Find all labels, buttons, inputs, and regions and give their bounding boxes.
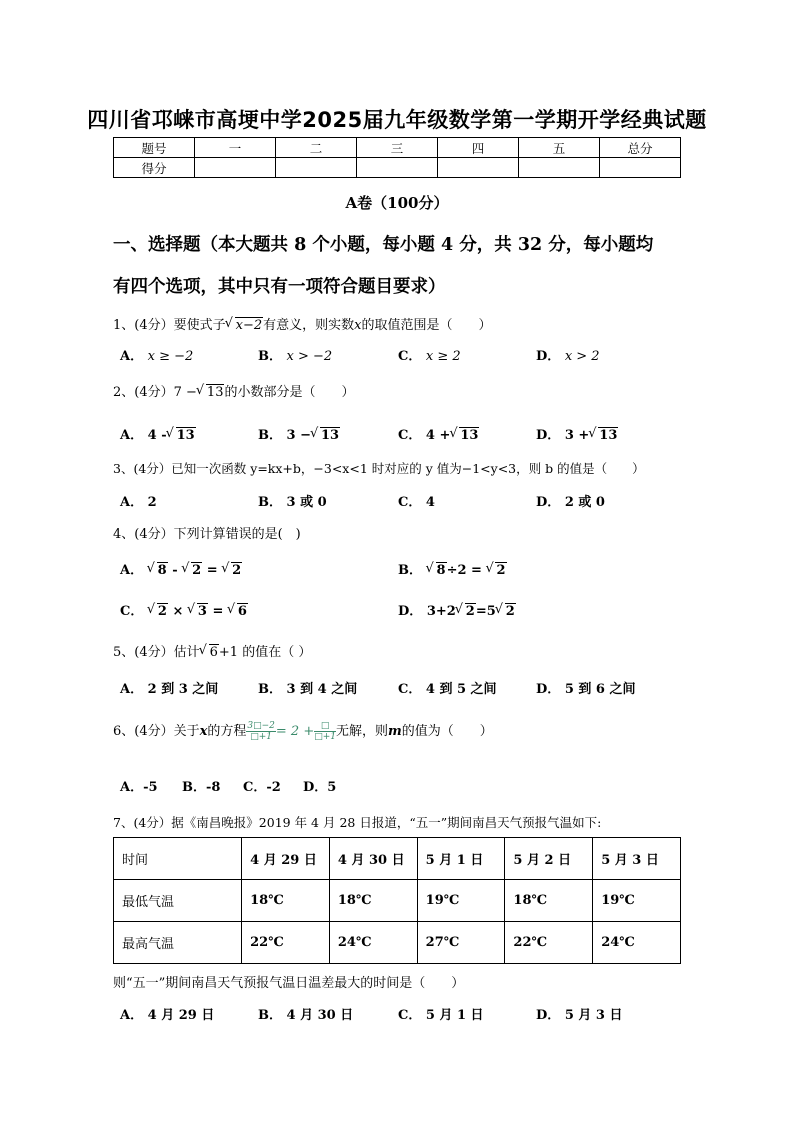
option-label: A． [120,495,144,510]
score-cell[interactable] [519,158,600,178]
sqrt-symbol [486,563,506,578]
q6-tail: 的值为（ ） [401,724,493,739]
question-2 [113,381,354,400]
sqrt-symbol [226,318,264,333]
part1-heading-line1: 一、选择题（本大题共 8 个小题，每小题 4 分，共 32 分，每小题均 [113,235,654,255]
sqrt-symbol [496,604,516,619]
table-cell: 24℃ [329,922,417,964]
sqrt-symbol [427,563,447,578]
option-text: 2 到 3 之间 [147,682,219,697]
option-label: B． [258,1008,282,1023]
q6-var2: m [388,724,402,739]
question-6 [113,720,493,742]
page-title: 四川省邛崃市高埂中学2025届九年级数学第一学期开学经典试题 [87,108,707,132]
option-radicand: 13 [176,428,195,443]
q2-option-d[interactable] [536,424,618,443]
score-table [113,137,681,178]
q2-prefix: 2、(4分）7 − [113,385,197,400]
option-text: 2 [147,495,157,510]
question-7: 7、(4分）据《南昌晚报》2019 年 4 月 28 日报道，“五一”期间南昌天气预报气温如下: [113,815,602,830]
table-header-cell: 5 月 2 日 [505,838,593,880]
q3-option-b[interactable] [258,491,327,510]
option-label: A． [120,349,144,364]
option-text: - [167,563,183,578]
q2-tail: 的小数部分是（ ） [224,385,355,400]
q7-option-a[interactable] [120,1004,214,1023]
frac-denominator: □+1 [314,732,337,742]
score-header-cell: 总分 [600,138,681,158]
option-text: -8 [206,780,221,795]
sqrt-symbol [450,428,479,443]
sqrt-symbol [589,428,618,443]
section-a-title: A卷（100分） [345,194,449,212]
option-text: 5 到 6 之间 [564,682,636,697]
option-label: C． [243,780,267,795]
q5-tail: +1 的值在（ ） [218,645,312,660]
q7-option-c[interactable] [398,1004,484,1023]
option-text: 3 或 0 [286,495,327,510]
option-label: D． [536,1008,561,1023]
temperature-table [113,837,681,964]
option-text: 4 + [425,428,451,443]
table-cell: 最高气温 [114,922,242,964]
table-cell: 22℃ [242,922,330,964]
option-radicand: 2 [232,563,242,578]
q4-option-a[interactable] [120,559,242,578]
option-text: 5 月 3 日 [564,1008,623,1023]
table-header-cell: 4 月 30 日 [329,838,417,880]
q1-prefix: 1、(4分）要使式子 [113,318,226,333]
option-label: B． [258,682,282,697]
q4-option-c[interactable] [120,600,248,619]
option-radicand: 3 [197,604,207,619]
score-cell[interactable] [195,158,276,178]
sqrt-symbol [222,563,242,578]
sqrt-symbol [456,604,476,619]
q3-option-d[interactable] [536,491,605,510]
table-row [114,880,681,922]
score-header-cell: 一 [195,138,276,158]
score-table-score-row [114,158,681,178]
table-header-cell: 5 月 3 日 [593,838,681,880]
score-cell[interactable] [276,158,357,178]
q1-suffix: 有意义，则实数 [263,318,355,333]
option-label: C． [398,495,422,510]
sqrt-symbol [188,604,208,619]
q2-option-b[interactable] [258,424,340,443]
table-cell: 18℃ [242,880,330,922]
option-radicand: 8 [436,563,446,578]
score-cell[interactable] [357,158,438,178]
q5-option-c[interactable] [398,678,497,697]
q5-option-b[interactable] [258,678,357,697]
q1-option-a[interactable] [120,345,193,364]
option-radicand: 2 [496,563,506,578]
q6-after: 无解，则 [336,724,389,739]
sqrt-symbol [197,385,225,400]
q6-option-d[interactable] [303,776,336,795]
option-text: 4 月 29 日 [147,1008,215,1023]
table-header-cell: 4 月 29 日 [242,838,330,880]
q6-eq: = 2 + [275,724,315,739]
q6-var: x [199,724,208,739]
option-label: D． [303,780,328,795]
option-text: =5 [475,604,496,619]
option-label: B． [182,780,206,795]
q6-option-c[interactable] [243,776,281,795]
option-text: 4 [425,495,435,510]
option-text: 5 [327,780,337,795]
score-header-cell: 五 [519,138,600,158]
q5-option-a[interactable] [120,678,218,697]
option-text: 3+2 [426,604,456,619]
table-cell: 24℃ [593,922,681,964]
option-text: 4 月 30 日 [286,1008,354,1023]
option-radicand: 2 [505,604,515,619]
option-text: x ≥ −2 [147,349,194,364]
q6-prefix: 6、(4分）关于 [113,724,200,739]
option-text: 4 - [147,428,167,443]
option-text: x > 2 [564,349,600,364]
option-label: D． [536,428,561,443]
q7-option-b[interactable] [258,1004,353,1023]
sqrt-symbol [228,604,248,619]
q1-radicand: x−2 [235,318,263,333]
score-header-cell: 四 [438,138,519,158]
option-text: -2 [266,780,281,795]
option-text: 3 + [564,428,590,443]
option-label: C． [398,682,422,697]
option-text: x > −2 [286,349,333,364]
table-cell: 27℃ [417,922,505,964]
option-radicand: 2 [465,604,475,619]
option-label: B． [258,428,282,443]
option-label: C． [398,1008,422,1023]
option-text: 4 到 5 之间 [425,682,497,697]
option-text: = [207,604,228,619]
sqrt-symbol [311,428,340,443]
option-label: A． [120,428,144,443]
q1-option-c[interactable] [398,345,461,364]
q5-prefix: 5、(4分）估计 [113,645,200,660]
option-label: A． [120,682,144,697]
q2-radicand: 13 [206,385,224,400]
q1-option-d[interactable] [536,345,600,364]
table-cell: 19℃ [593,880,681,922]
option-label: B． [258,495,282,510]
q6-option-b[interactable] [182,776,220,795]
option-label: D． [536,682,561,697]
option-radicand: 2 [157,604,167,619]
sqrt-symbol [148,563,168,578]
frac-numerator: 3□−2 [247,721,275,731]
option-text: 3 − [286,428,311,443]
option-radicand: 13 [321,428,340,443]
score-row-label: 得分 [114,158,195,178]
q2-option-c[interactable] [398,424,479,443]
q7-option-d[interactable] [536,1004,622,1023]
q5-radicand: 6 [209,645,218,660]
option-radicand: 13 [460,428,479,443]
table-cell: 18℃ [329,880,417,922]
q4-option-b[interactable] [398,559,507,578]
option-text: ÷2 = [446,563,487,578]
sqrt-symbol [167,428,196,443]
option-text: = [202,563,223,578]
option-text: 5 月 1 日 [425,1008,484,1023]
score-header-cell: 二 [276,138,357,158]
score-table-header-row [114,138,681,158]
q3-option-c[interactable] [398,491,435,510]
option-text: 2 或 0 [564,495,605,510]
q7-question: 则“五一”期间南昌天气预报气温日温差最大的时间是（ ） [113,976,465,991]
q3-option-a[interactable] [120,491,157,510]
option-label: A． [120,563,144,578]
option-radicand: 2 [192,563,202,578]
option-label: A． [120,1008,144,1023]
question-4: 4、(4分）下列计算错误的是( ) [113,527,301,542]
q5-option-d[interactable] [536,678,635,697]
table-cell: 18℃ [505,880,593,922]
option-label: A． [120,780,144,795]
frac-numerator: □ [314,721,336,732]
sqrt-symbol [200,645,219,660]
option-label: C． [398,428,422,443]
score-cell[interactable] [600,158,681,178]
option-label: D． [536,349,561,364]
option-label: C． [120,604,144,619]
option-radicand: 8 [157,563,167,578]
option-text: -5 [143,780,158,795]
table-cell: 19℃ [417,880,505,922]
sqrt-symbol [182,563,202,578]
option-radicand: 6 [237,604,247,619]
table-cell: 22℃ [505,922,593,964]
option-label: D． [398,604,423,619]
q6-fraction-1 [246,721,276,742]
q1-var: x [354,318,362,333]
q1-option-b[interactable] [258,345,332,364]
q2-option-a[interactable] [120,424,196,443]
question-5 [113,641,311,660]
score-cell[interactable] [438,158,519,178]
q1-tail: 的取值范围是（ ） [361,318,492,333]
question-3: 3、(4分）已知一次函数 y=kx+b，−3<x<1 时对应的 y 值为−1<y<3，则 b 的值是（ ） [113,461,645,476]
q6-mid: 的方程 [207,724,247,739]
part1-heading-line2: 有四个选项，其中只有一项符合题目要求） [113,277,446,297]
q4-option-d[interactable] [398,600,516,619]
option-text: × [167,604,188,619]
score-header-cell: 三 [357,138,438,158]
sqrt-symbol [148,604,168,619]
table-header-cell: 5 月 1 日 [417,838,505,880]
table-row [114,922,681,964]
option-label: D． [536,495,561,510]
q6-option-a[interactable] [120,776,158,795]
option-radicand: 13 [599,428,618,443]
frac-denominator: □+1 [250,732,273,742]
option-label: B． [258,349,282,364]
option-text: x ≥ 2 [425,349,461,364]
question-1 [113,314,492,333]
table-header-cell: 时间 [114,838,242,880]
option-text: 3 到 4 之间 [286,682,358,697]
score-header-cell: 题号 [114,138,195,158]
option-label: B． [398,563,422,578]
table-header-row [114,838,681,880]
option-label: C． [398,349,422,364]
q6-fraction-2 [314,721,336,742]
table-cell: 最低气温 [114,880,242,922]
